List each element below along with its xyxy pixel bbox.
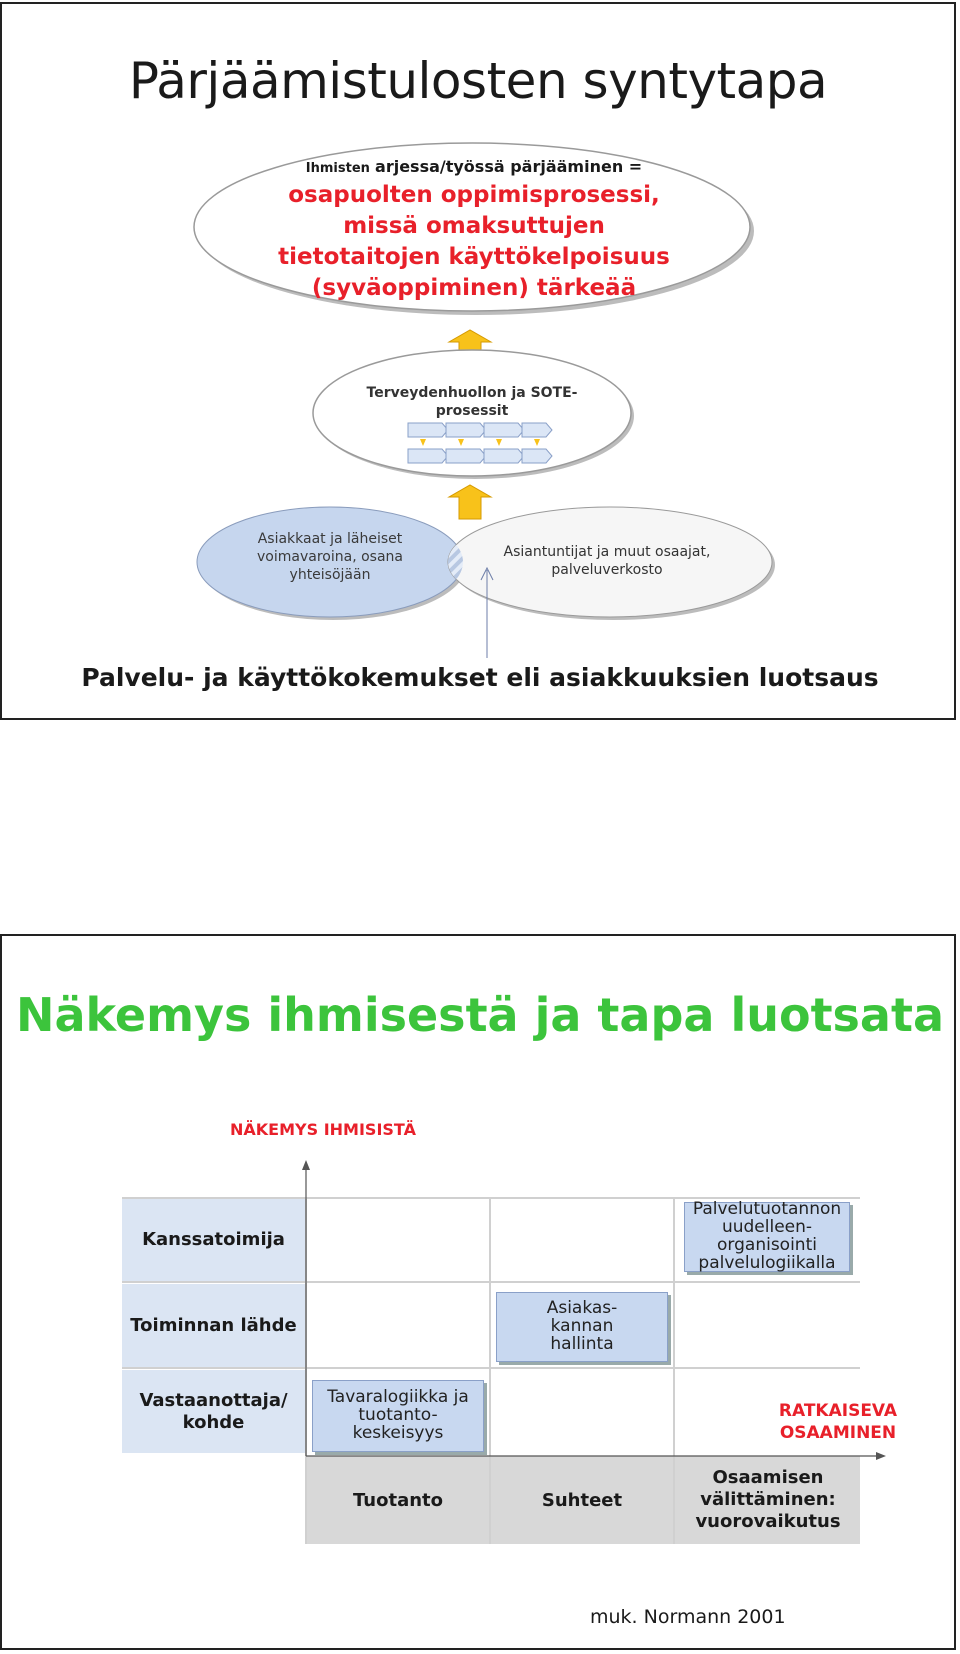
top-ellipse-text [254, 156, 694, 304]
right-ellipse-label: Asiantuntijat ja muut osaajat, palveluverkosto [503, 544, 711, 578]
top-ellipse-red-line: tietotaitojen käyttökelpoisuus [278, 244, 670, 270]
col-label-tuotanto: Tuotanto [352, 1489, 444, 1511]
slide1-diagram [0, 0, 960, 720]
slide2-title: Näkemys ihmisestä ja tapa luotsata [15, 988, 945, 1042]
cell-asiakaskannan: Asiakas-kannan hallinta [496, 1292, 668, 1362]
top-ellipse-red-line: osapuolten oppimisprosessi, [288, 182, 660, 208]
x-axis-arrow-icon [876, 1452, 886, 1460]
row-label-vastaanottaja: Vastaanottaja/ kohde [139, 1389, 288, 1433]
bottom-caption: Palvelu- ja käyttökokemukset eli asiakkuuksien luotsaus [81, 663, 879, 692]
col-label-suhteet: Suhteet [541, 1489, 623, 1511]
y-axis-arrow-icon [302, 1160, 310, 1170]
top-ellipse-line1: arjessa/työssä pärjääminen = [375, 157, 643, 176]
row-label-kanssatoimija: Kanssatoimija [142, 1229, 285, 1250]
col-label-osaamisen: Osaamisen välittäminen: vuorovaikutus [695, 1467, 841, 1532]
middle-ellipse-label: Terveydenhuollon ja SOTE-prosessit [366, 385, 578, 419]
top-ellipse-prefix: Ihmisten [305, 161, 370, 176]
left-ellipse-label: Asiakkaat ja läheiset voimavaroina, osana yhteisöjään [257, 531, 403, 583]
top-ellipse-red-line: missä omaksuttujen [343, 213, 605, 239]
up-arrow-icon [449, 485, 491, 519]
cell-palvelutuotannon: Palvelutuotannon uudelleen-organisointi palvelulogiikalla [684, 1202, 850, 1272]
x-axis-label: RATKAISEVA OSAAMINEN [778, 1401, 898, 1443]
citation: muk. Normann 2001 [590, 1606, 786, 1628]
top-ellipse-red-line: (syväoppiminen) tärkeää [311, 275, 637, 301]
row-label-toiminnan-lahde: Toiminnan lähde [130, 1315, 297, 1336]
y-axis-label: NÄKEMYS IHMISISTÄ [230, 1120, 416, 1139]
cell-tavaralogiikka: Tavaralogiikka ja tuotanto-keskeisyys [312, 1380, 484, 1452]
slide1-title: Pärjäämistulosten syntytapa [128, 52, 828, 110]
